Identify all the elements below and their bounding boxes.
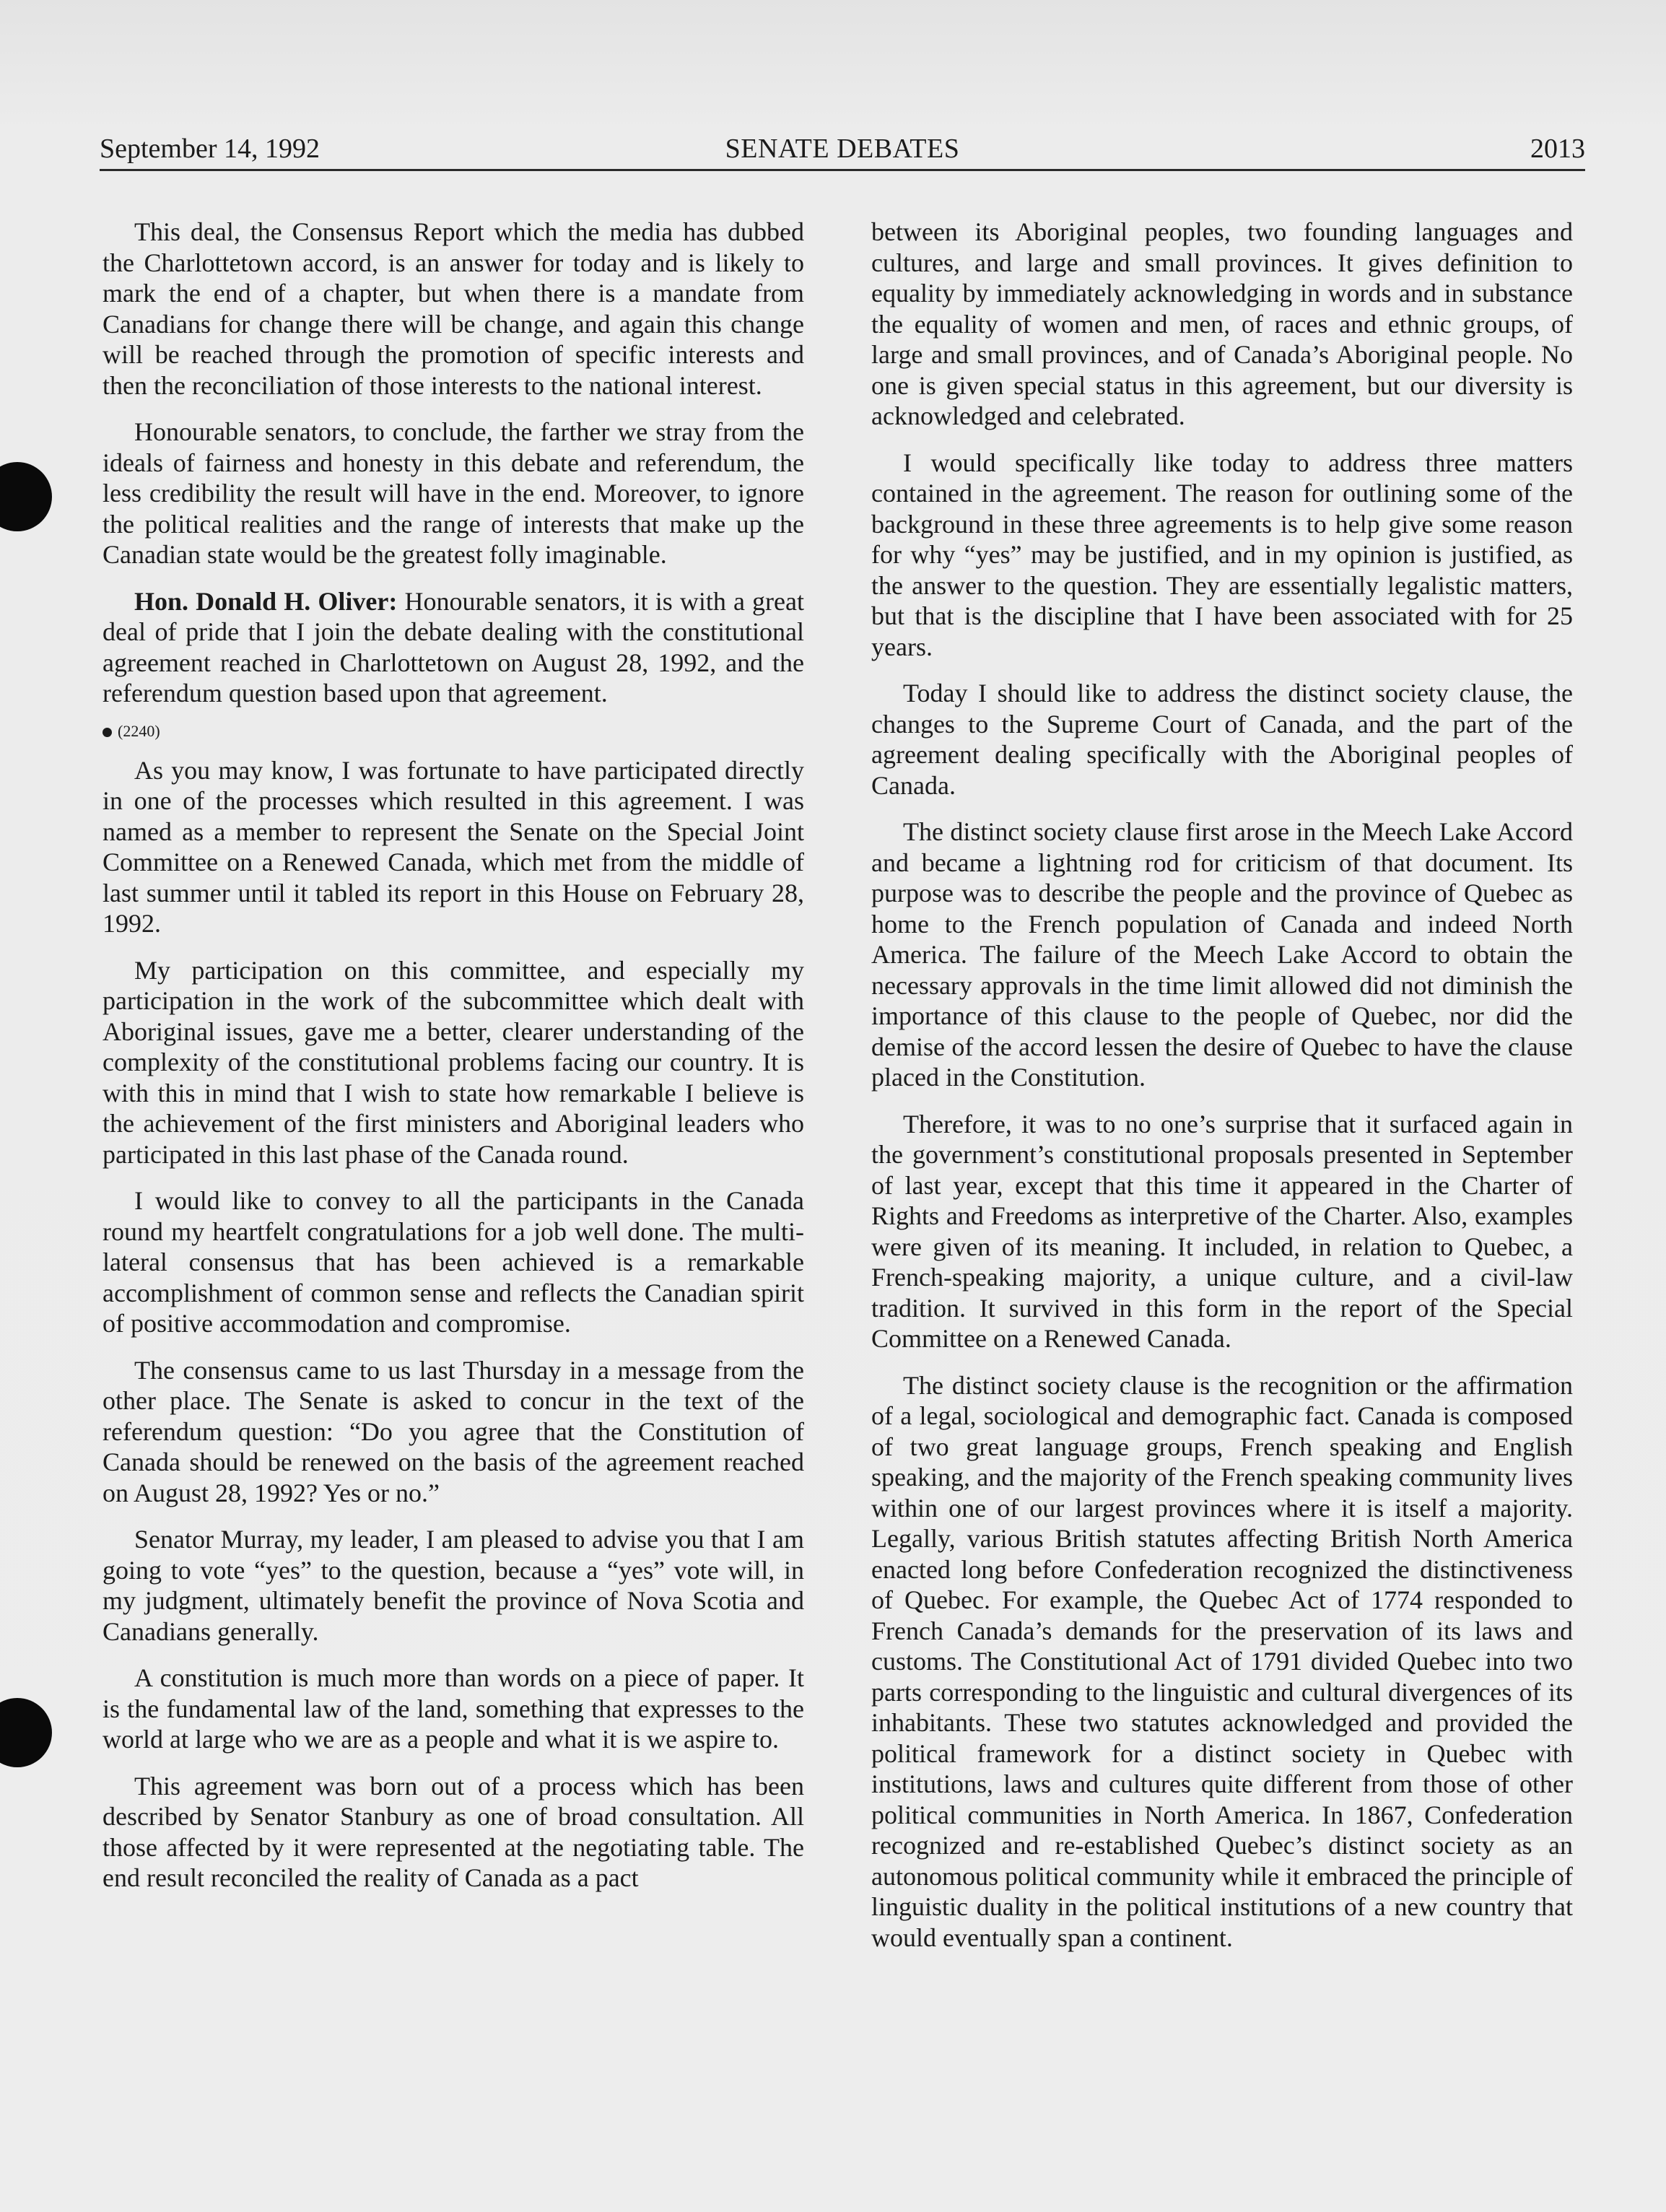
paragraph: Today I should like to address the distinct society clause, the changes to the Supreme Court of Canada, and the part of the agreement dealing specifically with the Aboriginal peoples of Canada. bbox=[871, 679, 1573, 800]
paragraph: Honourable senators, to conclude, the farther we stray from the ideals of fairness and honesty in this debate and referendum, the less credibility the result will have in the end. Moreover, to ignore the political realities and the range of interests that make up the Canadian state would be the greatest folly imaginable. bbox=[103, 417, 804, 569]
header-date: September 14, 1992 bbox=[100, 134, 320, 164]
paragraph: This deal, the Consensus Report which the media has dubbed the Charlottetown accord, is an answer for today and is likely to mark the end of a chapter, but when there is a mandate from Canadians for change there will be change, and again this change will be reached through the promotion of specific interests and then the reconciliation of those interests to the national interest. bbox=[103, 217, 804, 400]
paragraph: I would specifically like today to address three matters contained in the agreement. The reason for outlining some of the background in these three agreements is to help give some reason for why “yes” may be justified, and in my opinion is justified, as the answer to the question. They are essentially legalistic matters, but that is the discipline that I have been associated with for 25 years. bbox=[871, 448, 1573, 661]
punch-hole-upper bbox=[0, 462, 52, 531]
paragraph: Senator Murray, my leader, I am pleased to advise you that I am going to vote “yes” to the question, because a “yes” vote will, in my judgment, ultimately benefit the province of Nova Scotia and Canadians generally. bbox=[103, 1525, 804, 1646]
speaker-name: Hon. Donald H. Oliver: bbox=[134, 586, 398, 616]
running-header bbox=[100, 129, 1585, 171]
time-marker-text: (2240) bbox=[118, 721, 160, 740]
paragraph: The consensus came to us last Thursday in a message from the other place. The Senate is asked to concur in the text of the referendum question: “Do you agree that the Constitution of Canada should be renewed on the basis of the agreement reached on August 28, 1992? Yes or no.” bbox=[103, 1355, 804, 1507]
paragraph: I would like to convey to all the participants in the Canada round my heartfelt congratulations for a job well done. The multi-lateral consensus that has been achieved is a remarkable accomplishment of common sense and reflects the Canadian spirit of positive accommodation and compromise. bbox=[103, 1186, 804, 1338]
punch-hole-lower bbox=[0, 1698, 52, 1767]
bullet-icon bbox=[103, 728, 112, 737]
speaker-paragraph bbox=[103, 586, 804, 709]
header-publication: SENATE DEBATES bbox=[725, 134, 960, 164]
paragraph: This agreement was born out of a process which has been described by Senator Stanbury as one of broad consultation. All those affected by it were represented at the negotiating table. The end result reconciled the reality of Canada as a pact bbox=[103, 1771, 804, 1892]
paragraph: The distinct society clause first arose in the Meech Lake Accord and became a lightning rod for criticism of that document. Its purpose was to describe the people and the province of Quebec as home to the French population of Canada and indeed North America. The failure of the Meech Lake Accord to obtain the necessary approvals in the time limit allowed did not diminish the importance of this clause to the people of Quebec, nor did the demise of the accord lessen the desire of Quebec to have the clause placed in the Constitution. bbox=[871, 817, 1573, 1092]
left-column bbox=[103, 217, 804, 1910]
paragraph: As you may know, I was fortunate to have participated directly in one of the processes which resulted in this agreement. I was named as a member to represent the Senate on the Special Joint Committee on a Renewed Canada, which met from the middle of last summer until it tabled its report in this House on February 28, 1992. bbox=[103, 755, 804, 938]
paragraph: Therefore, it was to no one’s surprise that it surfaced again in the government’s constitutional proposals presented in September of last year, except that this time it appeared in the Charter of Rights and Freedoms as interpretive of the Charter. Also, examples were given of its meaning. It included, in relation to Quebec, a French-speaking majority, a unique culture, and a civil-law tradition. It survived in this form in the report of the Special Committee on a Renewed Canada. bbox=[871, 1109, 1573, 1353]
paragraph: A constitution is much more than words on a piece of paper. It is the fundamental law of the land, something that expresses to the world at large who we are as a people and what it is we aspire to. bbox=[103, 1663, 804, 1754]
speech-text: Honourable senators, it is with a great deal of pride that I join the debate dealing with the constitutional agreement reached in Charlottetown on August 28, 1992, and the referendum question based upon that agreement. bbox=[103, 586, 804, 707]
paragraph-continued: between its Aboriginal peoples, two founding languages and cultures, and large and small provinces. It gives definition to equality by immediately acknowledging in words and in substance the equality of women and men, of races and ethnic groups, of large and small provinces, and of Canada’s Aboriginal people. No one is given special status in this agreement, but our diversity is acknowledged and celebrated. bbox=[871, 217, 1573, 430]
paragraph: My participation on this committee, and especially my participation in the work of the subcommittee which dealt with Aboriginal issues, gave me a better, clearer understanding of the complexity of the constitutional problems facing our country. It is with this in mind that I wish to state how remarkable I believe is the achievement of the first ministers and Aboriginal leaders who participated in this last phase of the Canada round. bbox=[103, 955, 804, 1169]
paragraph: The distinct society clause is the recognition or the affirmation of a legal, sociological and demographic fact. Canada is composed of two great language groups, French speaking and English speaking, and the majority of the French speaking community lives within one of our largest provinces where it is itself a majority. Legally, various British statutes affecting British North America enacted long before Confederation recognized the distinctiveness of Quebec. For example, the Quebec Act of 1774 responded to French Canada’s demands for the preservation of its laws and customs. The Constitutional Act of 1791 divided Quebec into two parts corresponding to the linguistic and cultural divergences of its inhabitants. These two statutes acknowledged and provided the political framework for a distinct society in Quebec with institutions, laws and cultures quite different from those of other political communities in North America. In 1867, Confederation recognized and re-established Quebec’s distinct society as an autonomous political community while it embraced the principle of linguistic duality in the political institutions of a new country that would eventually span a continent. bbox=[871, 1370, 1573, 1952]
time-marker bbox=[103, 720, 804, 742]
header-page-number: 2013 bbox=[1530, 134, 1585, 164]
right-column bbox=[871, 217, 1573, 1969]
